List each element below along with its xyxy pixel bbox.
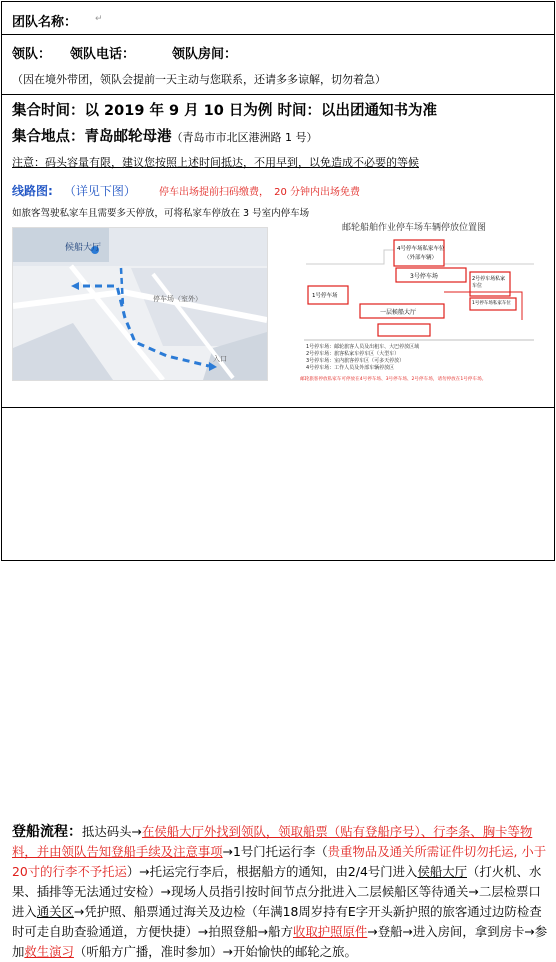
lot4-outer-label: （外部车辆） bbox=[404, 255, 438, 261]
parking-lot-diagram bbox=[284, 220, 546, 388]
route-label: 线路图: bbox=[12, 184, 53, 198]
lot1-label: 1号停车场 bbox=[312, 293, 338, 299]
leader-room-label: 领队房间： bbox=[172, 47, 238, 62]
boarding-step-luggage: →1号门托运行李（ bbox=[222, 844, 328, 859]
terminal-label: 一层候船大厅 bbox=[380, 309, 417, 316]
assembly-time: 集合时间：以 2019 年 9 月 10 日为例 时间：以出团通知书为准 bbox=[12, 103, 437, 119]
map-label-entry: 入口 bbox=[213, 355, 227, 363]
parking-free-note: 20 分钟内出场免费 bbox=[274, 187, 361, 198]
lot-legend-3: 3号停车场：室内旅客停车区（可多天停放） bbox=[306, 358, 405, 364]
boarding-hall: 侯船大厅 bbox=[417, 864, 467, 879]
parking-fee-note: 停车出场提前扫码缴费， bbox=[159, 187, 270, 198]
boarding-label: 登船流程： bbox=[12, 824, 82, 840]
lot-footer-note: 邮轮旅客停放私家车可停放在4号停车场、3号停车场、2号停车场，请勿停放在1号停车场。 bbox=[300, 377, 487, 382]
lot-legend-2: 2号停车场：旅客私家车停车区（大型车） bbox=[306, 351, 400, 357]
boarding-step-room: →登船→进入房间，拿到房卡→参加 bbox=[12, 924, 548, 959]
team-name-row bbox=[2, 2, 554, 35]
route-map bbox=[12, 227, 268, 381]
route-map-drawing bbox=[13, 228, 267, 380]
boarding-passport-collection: 收取护照原件 bbox=[292, 924, 368, 939]
map-label-hall: 候船大厅 bbox=[65, 243, 102, 253]
parking-note: 如旅客驾驶私家车且需要多天停放，可将私家车停放在 3 号室内停车场 bbox=[12, 208, 310, 219]
lot-legend-4: 4号停车场：工作人员及外部车辆停放区 bbox=[306, 365, 395, 371]
lot-legend bbox=[306, 344, 419, 372]
leader-note: （因在境外带团，领队会提前一天主动与您联系，还请多多谅解，切勿着急） bbox=[12, 73, 386, 86]
boarding-clearance-area: 通关区 bbox=[36, 904, 74, 919]
paragraph-mark: ↵ bbox=[95, 14, 103, 24]
boarding-lifeboat-drill: 救生演习 bbox=[24, 944, 74, 959]
lot3-label: 3号停车场 bbox=[410, 273, 438, 280]
boarding-step-customs: →凭护照、船票通过海关及边检（年满18周岁持有E字开头新护照的旅客通过边防检查时可走自助查验通道，方便快捷）→拍照登船→船方 bbox=[12, 904, 542, 939]
boarding-step-end: （听船方广播，准时参加）→开始愉快的邮轮之旅。 bbox=[73, 944, 357, 959]
assembly-place-address: （青岛市市北区港洲路 1 号） bbox=[171, 131, 318, 144]
boarding-step-security: （打火机、水果、插排等无法通过安检）→现场人员指引按时间节点分批进入二层候船区等待通关→二层检票口进入 bbox=[12, 864, 542, 919]
lot1-private-label: 1号停车场私家车位 bbox=[472, 301, 511, 306]
leader-row bbox=[2, 35, 554, 95]
boarding-section bbox=[2, 408, 554, 959]
assembly-place-label: 集合地点：青岛邮轮母港 bbox=[12, 129, 172, 145]
boarding-process-text bbox=[12, 822, 548, 962]
arrival-notice: 注意：码头容量有限，建议您按照上述时间抵达，不用早到，以免造成不必要的等候 bbox=[12, 156, 419, 169]
boarding-step-leader: 在侯船大厅外找到领队，领取船票（贴有登船序号）、行李条、胸卡等物料，并由领队告知登船手续及注意事项 bbox=[12, 824, 533, 859]
route-detail: （详见下图） bbox=[63, 184, 136, 198]
lot2-private-label: 2号停车场私家车位 bbox=[472, 276, 506, 289]
lot4-private-label: 4号停车场私家车位 bbox=[397, 246, 445, 252]
team-name-label: 团队名称： bbox=[12, 15, 78, 30]
tour-notice-document bbox=[1, 1, 555, 959]
lot-legend-1: 1号停车场：邮轮旅客人员及出租车、大巴停放区域 bbox=[306, 344, 420, 350]
boarding-luggage-warning: 贵重物品及通关所需证件切勿托运, 小于20寸的行李不予托运 bbox=[12, 844, 547, 879]
leader-label: 领队： bbox=[12, 47, 52, 62]
lot-diagram-title: 邮轮船舶作业停车场车辆停放位置图 bbox=[342, 223, 487, 233]
map-label-lot: 停车场（室外） bbox=[153, 295, 202, 303]
boarding-step-enter: ）→托运完行李后，根据船方的通知，由2/4号门进入 bbox=[126, 864, 418, 879]
boarding-step-arrive: 抵达码头→ bbox=[82, 824, 142, 839]
leader-phone-label: 领队电话： bbox=[70, 47, 136, 62]
